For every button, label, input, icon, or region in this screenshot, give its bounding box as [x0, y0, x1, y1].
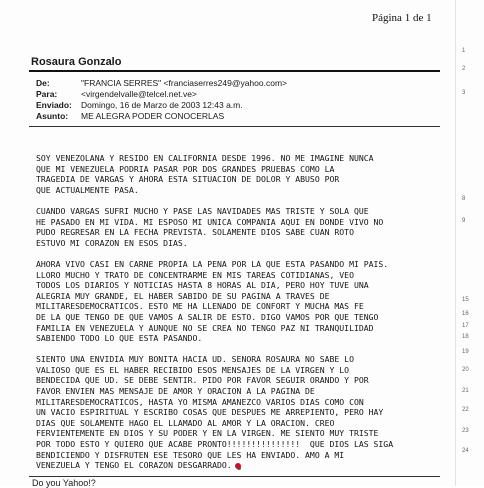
margin-line-number: 18	[462, 334, 469, 340]
margin-line-number: 24	[462, 448, 469, 454]
headers-divider	[29, 126, 440, 127]
body-line: HE PASADO EN MI VIDA. MI ESPOSO MI UNICA COMPANIA AQUI EN DONDE VIVO NO	[36, 216, 384, 227]
body-line: VALIOSO QUE ES EL HABER RECIBIDO ESOS MENSAJES DE LA VIRGEN Y LO	[36, 364, 350, 375]
header-row-sent	[36, 100, 436, 111]
body-line: QUE MI VENEZUELA PODRIA PASAR POR DOS GRANDES PRUEBAS COMO LA	[36, 163, 335, 174]
margin-line-number: 23	[462, 428, 469, 434]
body-line: UN VACIO ESPIRITUAL Y ESCRIBO COSAS QUE DESPUES ME ARREPIENTO, PERO HAY	[36, 407, 384, 418]
body-line: CUANDO VARGAS SUFRI MUCHO Y PASE LAS NAVIDADES MAS TRISTE Y SOLA QUE	[36, 205, 369, 216]
margin-line-number: 1	[462, 48, 466, 54]
body-paragraph	[36, 259, 456, 344]
body-line: FAVOR ENVIEN MAS MENSAJE DE AMOR Y ORACION A LA PAGINA DE	[36, 386, 315, 397]
footer-text: Do you Yahoo!?	[32, 478, 96, 488]
body-line: POR TODO ESTO Y QUIERO QUE ACABE PRONTO!!!!!!!!!!!!!!! QUE DIOS LAS SIGA	[36, 439, 394, 450]
body-line: QUE ACTUALMENTE PASA.	[36, 184, 139, 195]
margin-line-number: 15	[462, 297, 469, 303]
margin-line-number: 3	[462, 90, 466, 96]
margin-line-number: 22	[462, 407, 469, 413]
header-row-subject	[36, 111, 436, 122]
page-number-label: Página 1 de 1	[372, 12, 432, 24]
body-paragraph	[36, 153, 456, 195]
body-line: LLORO MUCHO Y TRATO DE CONCENTRARME EN MIS TAREAS COTIDIANAS, VEO	[36, 269, 354, 280]
margin-line-number: 2	[462, 66, 466, 72]
header-value: Domingo, 16 de Marzo de 2003 12:43 a.m.	[81, 100, 243, 110]
header-key: Para:	[36, 89, 58, 99]
header-value: ME ALEGRA PODER CONOCERLAS	[81, 111, 225, 121]
body-paragraph	[36, 206, 456, 248]
header-key: De:	[36, 78, 50, 88]
body-line: SIENTO UNA ENVIDIA MUY BONITA HACIA UD. SENORA ROSAURA NO SABE LO	[36, 354, 354, 365]
body-line: SOY VENEZOLANA Y RESIDO EN CALIFORNIA DESDE 1996. NO ME IMAGINE NUNCA	[36, 153, 374, 163]
margin-line-number: 8	[462, 196, 466, 202]
body-line: ALEGRIA MUY GRANDE, EL HABER SABIDO DE SU PAGINA A TRAVES DE	[36, 290, 330, 301]
header-key: Asunto:	[36, 111, 69, 121]
page-edge	[455, 0, 456, 486]
body-line: TODOS LOS DIARIOS Y NOTICIAS HASTA 8 HORAS AL DIA, PERO HOY TUVE UNA	[36, 280, 369, 291]
body-line: VENEZUELA Y TENGO EL CORAZON DESGARRADO.	[36, 460, 232, 471]
body-line: TRAGEDIA DE VARGAS Y AHORA ESTA SITUACION DE DOLOR Y ABUSO POR	[36, 174, 340, 185]
margin-line-number: 19	[462, 349, 469, 355]
rose-icon	[235, 463, 241, 469]
margin-line-number: 17	[462, 323, 469, 329]
body-line: DIAS QUE SOLAMENTE HAGO EL LLAMADO AL AMOR Y LA ORACION. CREO	[36, 417, 335, 428]
header-value: "FRANCIA SERRES" <franciaserres249@yahoo.com>	[81, 78, 287, 88]
header-row-from	[36, 78, 436, 89]
body-line: AHORA VIVO CASI EN CARNE PROPIA LA PENA POR LA QUE ESTA PASANDO MI PAIS.	[36, 258, 389, 269]
body-line: SABIENDO TODO LO QUE ESTA PASANDO.	[36, 333, 203, 344]
header-rule	[29, 70, 440, 72]
header-value: <virgendelvalle@telcel.net.ve>	[81, 89, 197, 99]
body-line: PUDO REGRESAR EN LA FECHA PREVISTA. SOLAMENTE DIOS SABE CUAN ROTO	[36, 227, 354, 238]
header-key: Enviado:	[36, 100, 72, 110]
body-line: BENDECIDA QUE UD. SE DEBE SENTIR. PIDO POR FAVOR SEGUIR ORANDO Y POR	[36, 375, 369, 386]
body-line: FERVIENTEMENTE EN DIOS Y SU PODER Y EN LA VIRGEN. ME SIENTO MUY TRISTE	[36, 428, 379, 439]
margin-line-number: 9	[462, 218, 466, 224]
margin-line-number: 21	[462, 388, 469, 394]
margin-line-number: 16	[462, 311, 469, 317]
body-paragraph	[36, 354, 456, 471]
line-numbers-margin	[462, 0, 484, 486]
body-line: BENDICIENDO Y DISFRUTEN ESE TESORO QUE LES HA ENVIADO. AMO A MI	[36, 449, 345, 460]
margin-line-number: 20	[462, 367, 469, 373]
body-line: ESTUVO MI CORAZON EN ESOS DIAS.	[36, 237, 188, 248]
header-row-to	[36, 89, 436, 100]
footer-rule	[29, 476, 440, 477]
body-line: FAMILIA EN VENEZUELA Y AUNQUE NO SE CREA NO TENGO PAZ NI TRANQUILIDAD	[36, 322, 374, 333]
body-line: MILITARESDEMOCRATICOS. ESTO ME HA LLENADO DE CONFORT Y MUCHA MAS FE	[36, 301, 364, 312]
email-headers	[36, 78, 436, 122]
body-line: MILITARESDEMOCRATICOS, HASTA YO MISMA AMANEZCO VARIOS DIAS COMO CON	[36, 396, 364, 407]
body-line: DE LA QUE TENGO DE QUE VAMOS A SALIR DE ESTO. DIGO VAMOS POR QUE TENGO	[36, 311, 379, 322]
sender-name: Rosaura Gonzalo	[31, 56, 122, 68]
email-body	[36, 153, 456, 481]
